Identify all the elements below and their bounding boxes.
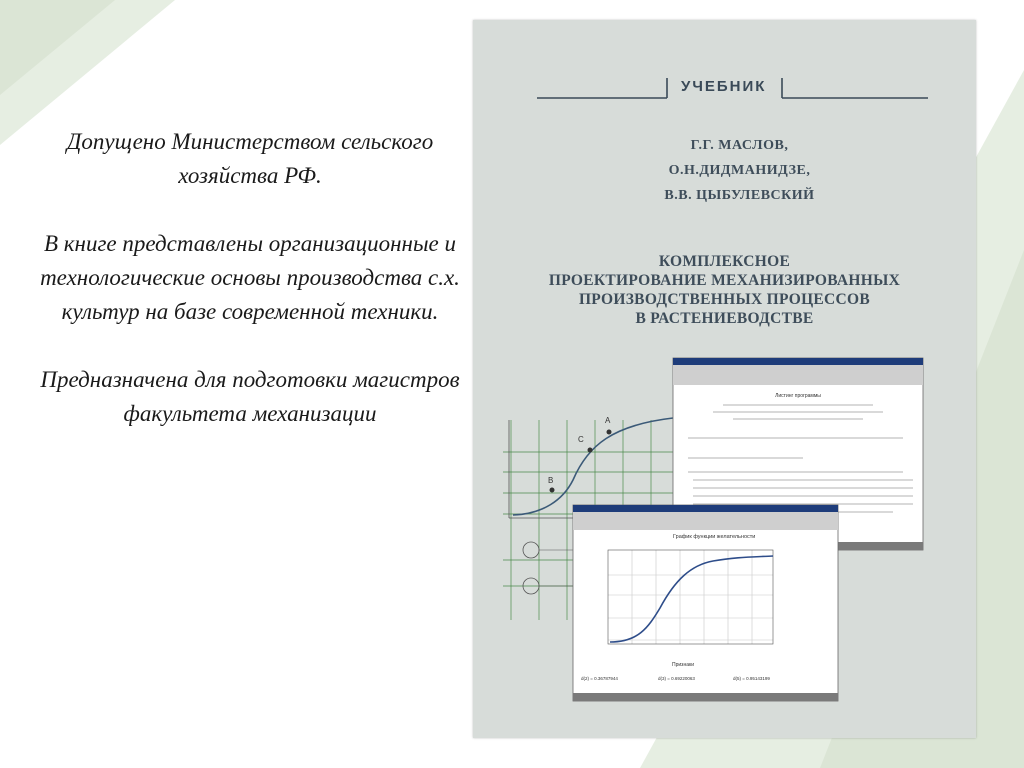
chart-xlabel: Признаки — [672, 662, 694, 668]
book-title-line: В РАСТЕНИЕВОДСТВЕ — [635, 310, 814, 327]
description-approval: Допущено Министерством сельского хозяйства РФ. — [66, 129, 434, 188]
book-cover — [473, 20, 976, 738]
cover-illustration — [473, 20, 976, 738]
description-content: В книге представлены организационные и технологические основы производства с.х. культур на базе современной техники. — [40, 231, 460, 324]
chart-value-d3: d(3) = 0.69220063 — [658, 676, 695, 681]
listing-heading: Листинг программы — [775, 393, 821, 399]
chart-window-title: График функции желательности — [673, 534, 756, 540]
textbook-badge: УЧЕБНИК — [681, 78, 767, 95]
description-audience: Предназначена для подготовки магистров факультета механизации — [40, 367, 460, 426]
point-label-c: C — [578, 435, 584, 444]
author-maslov: Г.Г. МАСЛОВ, — [690, 138, 789, 153]
point-label-a: A — [605, 416, 611, 425]
point-label-b: B — [548, 476, 554, 485]
screen-window-chart — [573, 505, 838, 701]
chart-value-d5: d(5) = 0.95143199 — [733, 676, 770, 681]
chart-value-d2: d(2) = 0.36787944 — [581, 676, 618, 681]
author-didmanidze: О.Н.ДИДМАНИДЗЕ, — [668, 163, 811, 178]
author-tsybulevsky: В.В. ЦЫБУЛЕВСКИЙ — [664, 188, 815, 203]
book-title-line: ПРОЕКТИРОВАНИЕ МЕХАНИЗИРОВАННЫХ — [548, 272, 901, 289]
description-text — [30, 125, 470, 465]
book-title-line: КОМПЛЕКСНОЕ — [658, 253, 791, 270]
book-title-line: ПРОИЗВОДСТВЕННЫХ ПРОЦЕССОВ — [578, 291, 871, 308]
